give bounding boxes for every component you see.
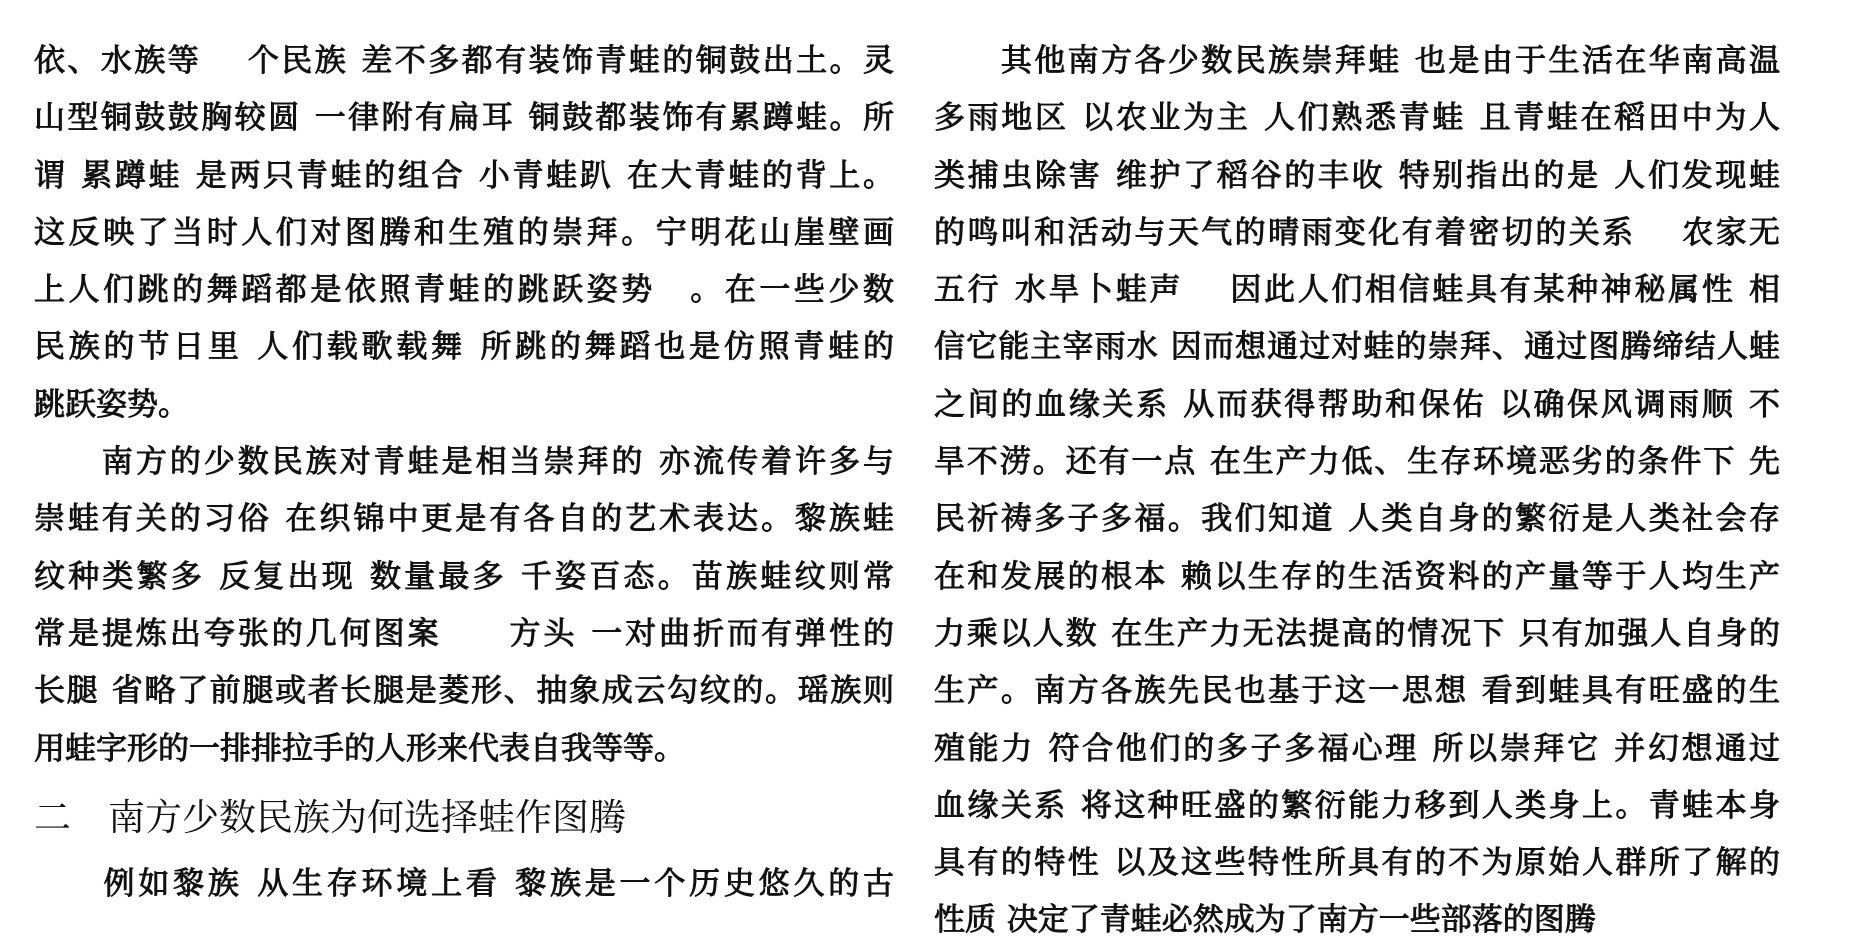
paragraph-frog-worship-reasons <box>934 33 1780 950</box>
text-line: 生产。南方各族先民也基于这一思想 看到蛙具有旺盛的生 <box>934 673 1780 710</box>
left-column <box>34 33 894 913</box>
text-line: 这反映了当时人们对图腾和生殖的崇拜。宁明花山崖壁画 <box>34 214 894 251</box>
section-heading: 二 南方少数民族为何选择蛙作图腾 <box>34 795 626 839</box>
text-line: 殖能力 符合他们的多子多福心理 所以崇拜它 并幻想通过 <box>934 730 1780 767</box>
text-line: 类捕虫除害 维护了稻谷的丰收 特别指出的是 人们发现蛙 <box>934 157 1780 194</box>
text-line: 五行 水旱卜蛙声 因此人们相信蛙具有某种神秘属性 相 <box>934 272 1780 309</box>
text-line: 信它能主宰雨水 因而想通过对蛙的崇拜、通过图腾缔结人蛙 <box>934 329 1780 366</box>
text-line: 民族的节日里 人们载歌载舞 所跳的舞蹈也是仿照青蛙的 <box>34 329 894 366</box>
text-line: 在和发展的根本 赖以生存的生活资料的产量等于人均生产 <box>934 558 1780 595</box>
right-column <box>934 33 1780 950</box>
text-line-partial: 性质 决定了青蛙必然成为了南方一些部落的图腾 <box>934 902 1596 939</box>
text-line: 纹种类繁多 反复出现 数量最多 千姿百态。苗族蛙纹则常 <box>34 558 894 595</box>
text-line: 依、水族等 个民族 差不多都有装饰青蛙的铜鼓出土。灵 <box>34 43 894 79</box>
text-line: 其他南方各少数民族崇拜蛙 也是由于生活在华南高温 <box>934 43 1780 79</box>
text-line: 用蛙字形的一排排拉手的人形来代表自我等等。 <box>34 730 685 767</box>
paragraph-frog-patterns <box>34 434 894 778</box>
text-line: 崇蛙有关的习俗 在织锦中更是有各自的艺术表达。黎族蛙 <box>34 501 894 538</box>
text-line: 南方的少数民族对青蛙是相当崇拜的 亦流传着许多与 <box>34 444 894 481</box>
text-line: 血缘关系 将这种旺盛的繁衍能力移到人类身上。青蛙本身 <box>934 787 1780 824</box>
text-line: 山型铜鼓鼓胸较圆 一律附有扁耳 铜鼓都装饰有累蹲蛙。所 <box>34 100 894 137</box>
text-line: 力乘以人数 在生产力无法提高的情况下 只有加强人自身的 <box>934 615 1780 652</box>
text-line: 之间的血缘关系 从而获得帮助和保佑 以确保风调雨顺 不 <box>934 386 1780 423</box>
text-line: 旱不涝。还有一点 在生产力低、生存环境恶劣的条件下 先 <box>934 444 1780 481</box>
text-line: 民祈祷多子多福。我们知道 人类自身的繁衍是人类社会存 <box>934 501 1780 538</box>
text-line: 跳跃姿势。 <box>34 386 189 423</box>
paragraph-bronze-drums <box>34 33 894 434</box>
text-line: 的鸣叫和活动与天气的晴雨变化有着密切的关系 农家无 <box>934 214 1780 251</box>
text-line: 多雨地区 以农业为主 人们熟悉青蛙 且青蛙在稻田中为人 <box>934 100 1780 137</box>
text-line: 长腿 省略了前腿或者长腿是菱形、抽象成云勾纹的。瑶族则 <box>34 673 894 710</box>
text-line-partial: 例如黎族 从生存环境上看 黎族是一个历史悠久的古 <box>34 865 894 902</box>
text-line: 具有的特性 以及这些特性所具有的不为原始人群所了解的 <box>934 845 1780 882</box>
text-line: 谓 累蹲蛙 是两只青蛙的组合 小青蛙趴 在大青蛙的背上。 <box>34 157 894 194</box>
text-line: 上人们跳的舞蹈都是依照青蛙的跳跃姿势 。在一些少数 <box>34 272 894 309</box>
text-line: 常是提炼出夸张的几何图案 方头 一对曲折而有弹性的 <box>34 615 894 652</box>
